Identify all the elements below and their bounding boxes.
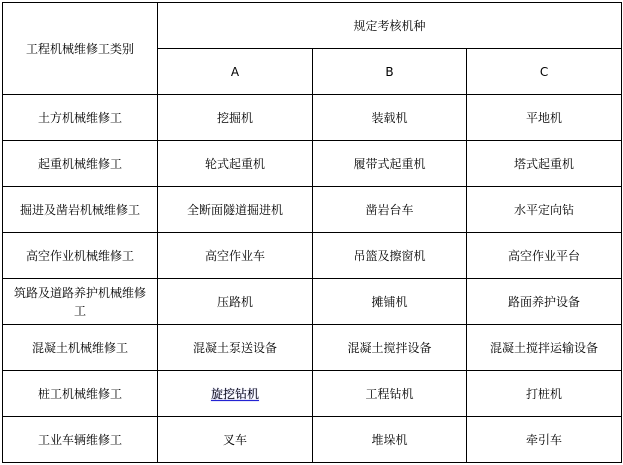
machine-cell-b: 混凝土搅拌设备 [313,325,467,371]
machine-cell-c: 打桩机 [467,371,622,417]
category-cell: 筑路及道路养护机械维修工 [3,279,158,325]
table-row [3,325,622,371]
category-cell: 掘进及凿岩机械维修工 [3,187,158,233]
header-row-1 [3,3,622,49]
table-row [3,187,622,233]
machine-cell-a: 混凝土泵送设备 [158,325,313,371]
machine-cell-b: 吊篮及擦窗机 [313,233,467,279]
machine-cell-b: 履带式起重机 [313,141,467,187]
category-cell: 土方机械维修工 [3,95,158,141]
machine-cell-c: 高空作业平台 [467,233,622,279]
table-row [3,279,622,325]
category-cell: 桩工机械维修工 [3,371,158,417]
table-row [3,233,622,279]
table-row [3,141,622,187]
category-header-cell: 工程机械维修工类别 [3,3,158,95]
machine-cell-a: 高空作业车 [158,233,313,279]
machine-cell-c: 塔式起重机 [467,141,622,187]
machine-cell-b: 摊铺机 [313,279,467,325]
machine-cell-b: 工程钻机 [313,371,467,417]
machine-cell-a: 挖掘机 [158,95,313,141]
category-cell: 高空作业机械维修工 [3,233,158,279]
machine-cell-b: 装载机 [313,95,467,141]
machine-cell-a: 压路机 [158,279,313,325]
category-cell: 混凝土机械维修工 [3,325,158,371]
grade-a-header-cell: A [158,49,313,95]
machine-cell-b: 堆垛机 [313,417,467,463]
machine-cell-c: 牵引车 [467,417,622,463]
machine-cell-c: 路面养护设备 [467,279,622,325]
grade-b-header-cell: B [313,49,467,95]
machine-cell-a [158,371,313,417]
assessment-machine-table [2,2,622,463]
table-row [3,371,622,417]
machine-cell-b: 凿岩台车 [313,187,467,233]
machine-hyperlink[interactable]: 旋挖钻机 [210,386,259,401]
machine-cell-c: 混凝土搅拌运输设备 [467,325,622,371]
category-cell: 工业车辆维修工 [3,417,158,463]
category-cell: 起重机械维修工 [3,141,158,187]
table-row [3,417,622,463]
machine-cell-a: 全断面隧道掘进机 [158,187,313,233]
machine-cell-a: 轮式起重机 [158,141,313,187]
machines-header-cell: 规定考核机种 [158,3,622,49]
table-row [3,95,622,141]
grade-c-header-cell: C [467,49,622,95]
machine-cell-a: 叉车 [158,417,313,463]
machine-cell-c: 平地机 [467,95,622,141]
machine-cell-c: 水平定向钻 [467,187,622,233]
